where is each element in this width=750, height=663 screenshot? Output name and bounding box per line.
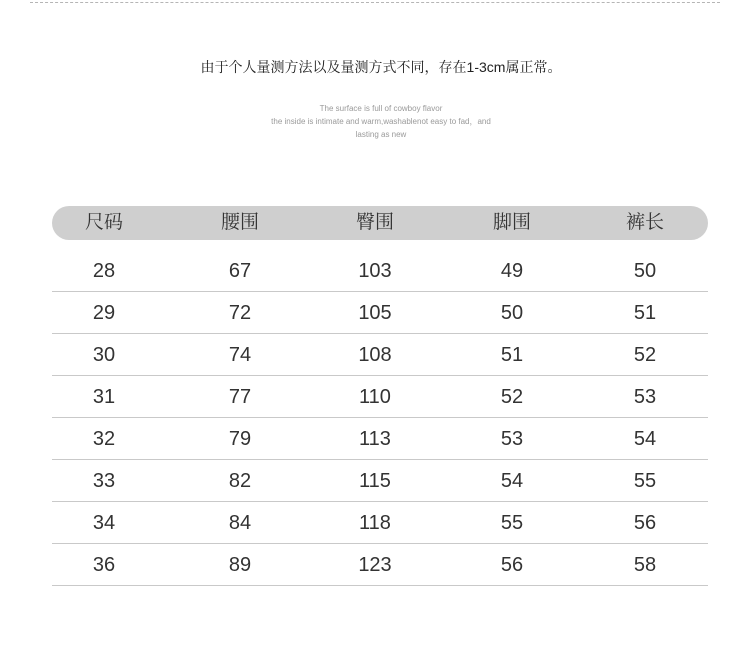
- table-cell-size: 36: [92, 554, 116, 576]
- table-cell-size: 29: [92, 302, 116, 324]
- table-row: [52, 418, 708, 460]
- size-table-header: [52, 206, 708, 240]
- table-row: [52, 250, 708, 292]
- table-row: [52, 376, 708, 418]
- table-cell-leg-opening: 55: [500, 512, 524, 534]
- table-cell-size: 34: [92, 512, 116, 534]
- header-hip: 臀围: [355, 212, 394, 233]
- table-cell-waist: 82: [228, 470, 252, 492]
- tagline-line: lasting as new: [355, 130, 407, 139]
- table-cell-waist: 79: [228, 428, 252, 450]
- table-cell-leg-opening: 52: [500, 386, 524, 408]
- table-cell-hip: 123: [358, 554, 392, 576]
- table-cell-size: 33: [92, 470, 116, 492]
- table-row: [52, 292, 708, 334]
- table-cell-hip: 118: [359, 512, 391, 534]
- table-cell-length: 52: [633, 344, 657, 366]
- table-cell-waist: 84: [228, 512, 252, 534]
- table-cell-hip: 108: [358, 344, 392, 366]
- table-cell-hip: 110: [359, 386, 391, 408]
- table-cell-leg-opening: 54: [500, 470, 524, 492]
- header-leg-opening: 脚围: [492, 212, 531, 233]
- table-cell-hip: 115: [359, 470, 391, 492]
- table-cell-length: 51: [633, 302, 657, 324]
- table-cell-leg-opening: 49: [500, 260, 524, 282]
- table-cell-size: 30: [92, 344, 116, 366]
- table-cell-length: 50: [633, 260, 657, 282]
- table-row: [52, 334, 708, 376]
- table-cell-leg-opening: 53: [500, 428, 524, 450]
- table-cell-leg-opening: 50: [500, 302, 524, 324]
- table-cell-waist: 77: [228, 386, 252, 408]
- table-row: [52, 502, 708, 544]
- table-cell-leg-opening: 51: [500, 344, 524, 366]
- table-cell-hip: 103: [358, 260, 392, 282]
- table-cell-size: 32: [92, 428, 116, 450]
- tagline-line: The surface is full of cowboy flavor: [319, 104, 443, 113]
- table-cell-hip: 105: [358, 302, 392, 324]
- tagline: [12, 102, 750, 141]
- table-cell-size: 31: [92, 386, 116, 408]
- table-cell-length: 53: [633, 386, 657, 408]
- table-cell-length: 54: [633, 428, 657, 450]
- top-dashed-divider: [30, 2, 720, 3]
- table-row: [52, 460, 708, 502]
- table-cell-size: 28: [92, 260, 116, 282]
- header-length: 裤长: [625, 212, 664, 233]
- table-cell-waist: 74: [228, 344, 252, 366]
- table-cell-waist: 89: [228, 554, 252, 576]
- table-cell-length: 55: [633, 470, 657, 492]
- table-row: [52, 544, 708, 586]
- table-cell-leg-opening: 56: [500, 554, 524, 576]
- header-waist: 腰围: [220, 212, 259, 233]
- header-size: 尺码: [84, 212, 123, 233]
- table-cell-length: 56: [633, 512, 657, 534]
- table-cell-waist: 72: [228, 302, 252, 324]
- table-cell-waist: 67: [228, 260, 252, 282]
- table-cell-length: 58: [633, 554, 657, 576]
- measurement-note: 由于个人量测方法以及量测方式不同，存在1-3cm属正常。: [200, 59, 562, 75]
- tagline-line: the inside is intimate and warm,washablenot easy to fad，and: [271, 117, 491, 126]
- table-cell-hip: 113: [359, 428, 391, 450]
